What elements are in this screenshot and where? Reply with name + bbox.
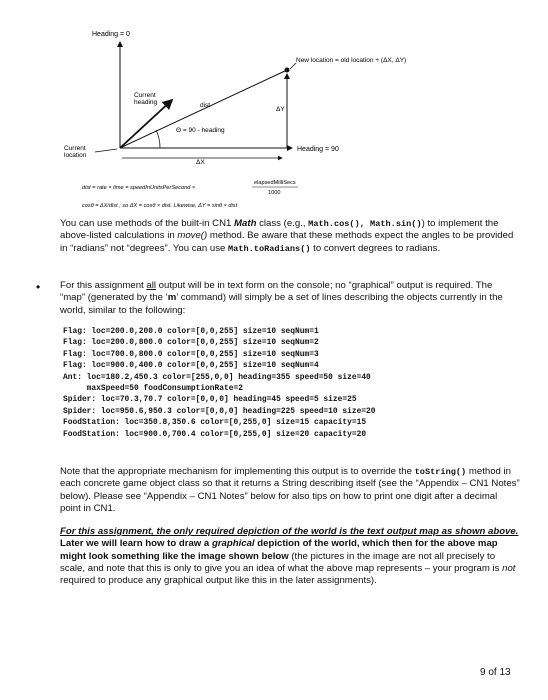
code-line: FoodStation: loc=350.8,350.6 color=[0,255,0] size=15 capacity=15: [63, 418, 367, 428]
code-line: Spider: loc=950.6,950.3 color=[0,0,0] heading=225 speed=10 size=20: [63, 406, 376, 416]
p4-b: Later we will learn how to draw a: [60, 538, 212, 550]
map-output-code: [63, 326, 533, 440]
p3-a: Note that the appropriate mechanism for implementing this output is to override the: [60, 466, 415, 477]
code-line: Flag: loc=900.0,400.0 color=[0,0,255] size=10 seqNum=4: [63, 361, 319, 371]
current-location-label-2: location: [64, 152, 87, 159]
p4-c: graphical: [211, 538, 255, 550]
current-heading-label-1: Current: [134, 92, 156, 99]
current-location-label-1: Current: [64, 145, 86, 152]
p4-e: (the pictures in the image are not all precisely to scale, and note that this is only to give you an idea of what the above map represents – your program is: [60, 550, 503, 574]
code-line: Flag: loc=200.0,200.0 color=[0,0,255] size=10 seqNum=1: [63, 327, 319, 336]
movement-diagram: [0, 0, 548, 215]
new-location-label: New location = old location + (ΔX, ΔY): [296, 57, 407, 64]
p1-g: method. Be aware that these methods expect the angles to be provided in “radians” not “degrees”. You can use: [60, 230, 514, 254]
paragraph-tostring: [60, 466, 520, 515]
p2-e: ’ command) will simply be a set of lines describing the objects currently in the world, similar to the following:: [60, 292, 503, 316]
delta-y-label: ΔY: [276, 106, 285, 113]
theta-arc: [156, 130, 160, 148]
bullet-point: •: [36, 280, 41, 294]
p1-d: Math.cos(), Math.sin(): [308, 219, 422, 229]
new-location-dot: [285, 68, 290, 73]
formula-dist: dist = rate × time = speedInUnitsPerSecond ×: [82, 185, 196, 191]
p2-b: all: [146, 280, 156, 291]
p1-f: move(): [177, 230, 208, 242]
code-line: maxSpeed=50 foodConsumptionRate=2: [63, 384, 243, 394]
formula-dist-den: 1000: [268, 190, 281, 196]
heading-90-label: Heading = 90: [297, 146, 339, 153]
p3-c: method in each concrete game object class so that it returns a String describing itself (see the “Appendix – CN1 Notes” below). Please see “Appendix – CN1 Notes” below for also tips on how to print one digit after a decimal point in CN1.: [60, 466, 520, 514]
p1-a: You can use methods of the built-in CN1: [60, 218, 235, 229]
p1-e: ) to implement the above-listed calculations in: [60, 218, 499, 242]
current-heading-arrow: [120, 100, 172, 148]
code-line: Flag: loc=200.0,800.0 color=[0,0,255] size=10 seqNum=2: [63, 338, 319, 348]
code-line: Spider: loc=70.3,70.7 color=[0,0,0] heading=45 speed=5 size=25: [63, 395, 357, 405]
dist-line: [120, 70, 287, 148]
code-line: Flag: loc=700.0,800.0 color=[0,0,255] size=10 seqNum=3: [63, 349, 319, 359]
p4-g: required to produce any graphical output like this in the later assignments).: [60, 575, 377, 587]
p2-a: For this assignment: [60, 280, 147, 291]
p1-h: Math.toRadians(): [228, 243, 311, 254]
p1-b: Math: [234, 218, 257, 229]
p1-i: to convert degrees to radians.: [310, 242, 441, 254]
p2-c: output will be in text form on the console; no “graphical” output is required. The “map” (generated by the ‘: [60, 280, 493, 304]
page-number: 9 of 13: [480, 667, 511, 678]
heading-0-label: Heading = 0: [92, 31, 130, 38]
formula-cos: cosθ = ΔX/dist ; so ΔX = cosθ × dist. Likewise, ΔY = sinθ × dist: [82, 203, 238, 209]
theta-label: Θ = 90 - heading: [176, 127, 225, 134]
paragraph-text-output: [60, 280, 520, 317]
delta-x-label: ΔX: [196, 159, 205, 166]
p1-c: class (e.g.,: [256, 218, 309, 229]
code-line: Ant: loc=180.2,450.3 color=[255,0,0] heading=355 speed=50 size=40: [63, 372, 371, 382]
p3-b: toString(): [414, 467, 467, 477]
dist-label: dist: [200, 102, 211, 109]
formula-dist-num: elapsedMilliSecs: [254, 180, 296, 186]
paragraph-graphical-depiction: [60, 526, 520, 587]
current-location-pointer: [95, 149, 117, 152]
p4-d: depiction of the world, which then for the above map might look something like the image shown below: [60, 538, 498, 562]
p4-a: For this assignment, the only required depiction of the world is the text output map as shown above.: [60, 526, 519, 537]
paragraph-math-methods: [60, 218, 520, 255]
p4-f: not: [502, 562, 516, 574]
p2-d: m: [167, 292, 177, 304]
current-heading-label-2: heading: [134, 99, 158, 106]
code-line: FoodStation: loc=900.0,700.4 color=[0,255,0] size=20 capacity=20: [63, 429, 367, 439]
